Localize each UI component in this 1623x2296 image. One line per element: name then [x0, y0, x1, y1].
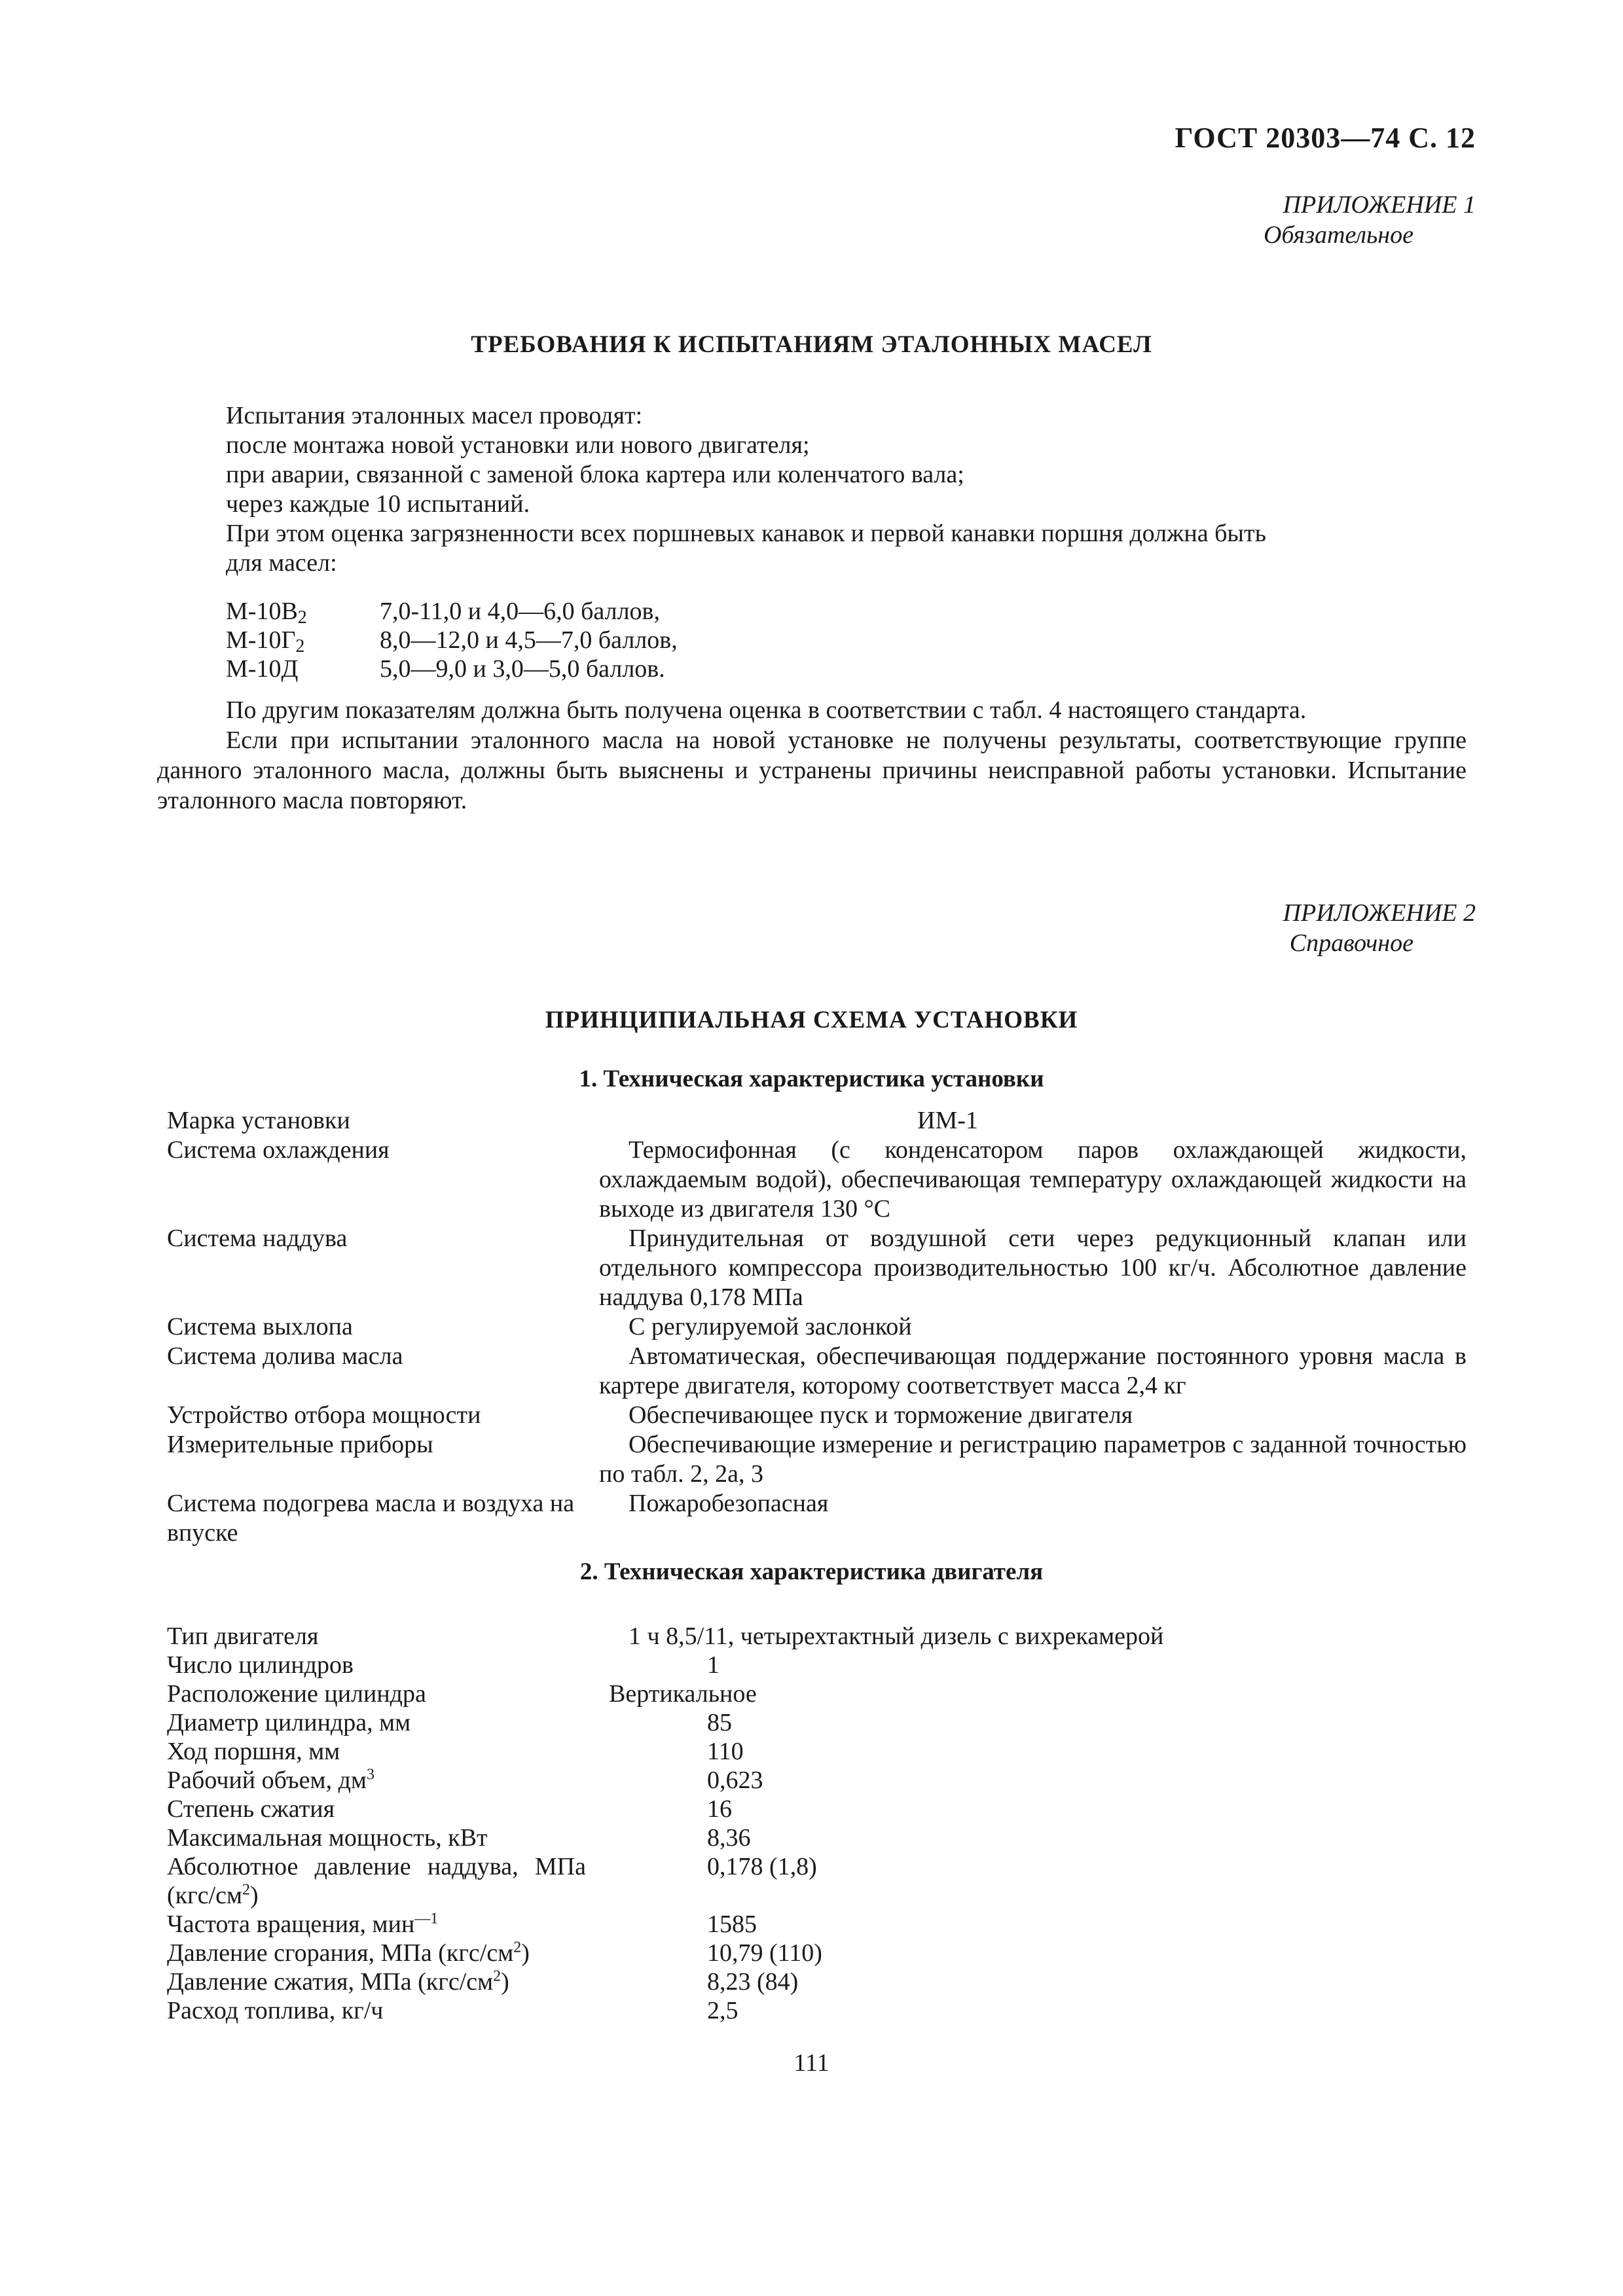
engine-row — [167, 1651, 1558, 1679]
engine-row — [167, 1766, 1558, 1795]
section-1-intro — [226, 401, 1404, 578]
installation-specs-heading: 1. Техническая характеристика установки — [579, 1066, 1044, 1092]
engine-row — [167, 1852, 1558, 1910]
spec-key: Устройство отбора мощности — [167, 1401, 481, 1429]
engine-row — [167, 1737, 1558, 1766]
oil-name: $М-10Г_2$ — [226, 626, 305, 656]
spec-key: Система выхлопа — [167, 1313, 353, 1340]
appendix-1-status: Обязательное — [1263, 221, 1413, 249]
engine-specs-heading: 2. Техническая характеристика двигателя — [579, 1558, 1044, 1585]
oil-row — [226, 626, 678, 655]
appendix-2-title: ПРИЛОЖЕНИЕ 2 — [1283, 899, 1476, 927]
spec-value: Автоматическая, обеспечивающая поддержание постоянного уровня масла в картере двигателя, которому соответствует масса 2,4 кг — [599, 1342, 1467, 1399]
engine-row — [167, 1939, 1558, 1967]
engine-key: Тип двигателя — [167, 1623, 319, 1650]
oil-list — [226, 597, 678, 683]
oil-name: М-10Д — [226, 655, 299, 683]
section-1-paragraph-2: Если при испытании эталонного масла на новой установке не получены результаты, соответствующие группе данного эталонного масла, должны быть выяснены и устранены причины неисправной работы установки. Испытание эталонного масла повторяют. — [157, 726, 1467, 814]
engine-value: 0,623 — [707, 1767, 763, 1794]
intro-line: после монтажа новой установки или нового двигателя; — [226, 431, 810, 459]
engine-row — [167, 1823, 1558, 1852]
engine-key: Диаметр цилиндра, мм — [167, 1709, 411, 1736]
section-1-title: ТРЕБОВАНИЯ К ИСПЫТАНИЯМ ЭТАЛОННЫХ МАСЕЛ — [471, 331, 1152, 358]
engine-key: Давление сжатия, МПа $(кгс/см^2)$ — [167, 1967, 509, 1996]
spec-row — [167, 1136, 1467, 1224]
spec-value: Пожаробезопасная — [629, 1490, 829, 1517]
engine-value: 1 — [707, 1651, 720, 1679]
spec-row — [167, 1489, 1467, 1548]
spec-value: ИМ-1 — [917, 1107, 978, 1134]
engine-key: Степень сжатия — [167, 1795, 335, 1823]
engine-row — [167, 1795, 1558, 1823]
document-header: ГОСТ 20303—74 С. 12 — [1175, 122, 1476, 154]
intro-line: для масел: — [226, 549, 337, 577]
spec-key: Система наддува — [167, 1225, 348, 1252]
spec-value: Принудительная от воздушной сети через редукционный клапан или отдельного компрессора производительностью 100 кг/ч. Абсолютное давление наддува 0,178 МПа — [599, 1225, 1467, 1311]
engine-value: 8,36 — [707, 1824, 751, 1852]
spec-row — [167, 1401, 1467, 1430]
spec-value: Обеспечивающее пуск и торможение двигателя — [629, 1401, 1133, 1429]
oil-name: $М-10В_2$ — [226, 598, 307, 628]
engine-key: Давление сгорания, МПа $(кгс/см^2)$ — [167, 1939, 530, 1967]
engine-value: 85 — [707, 1709, 732, 1736]
engine-key: Частота вращения, мин$^{—1}$ — [167, 1910, 439, 1938]
engine-value: 0,178 (1,8) — [707, 1853, 817, 1880]
engine-key: Абсолютное давление наддува, МПа $(кгс/см^2)$ — [167, 1853, 586, 1909]
intro-line: При этом оценка загрязненности всех поршневых канавок и первой канавки поршня должна быть — [226, 520, 1266, 547]
spec-row — [167, 1430, 1467, 1489]
oil-row — [226, 597, 678, 626]
engine-value: 8,23 (84) — [707, 1968, 799, 1996]
oil-value: 8,0—12,0 и 4,5—7,0 баллов, — [380, 626, 678, 654]
engine-value: 2,5 — [707, 1997, 739, 2024]
oil-value: 5,0—9,0 и 3,0—5,0 баллов. — [380, 655, 665, 683]
spec-key: Система охлаждения — [167, 1136, 390, 1164]
installation-specs-table — [167, 1106, 1467, 1548]
oil-value: 7,0-11,0 и 4,0—6,0 баллов, — [380, 598, 660, 625]
intro-line: через каждые 10 испытаний. — [226, 490, 530, 518]
engine-row — [167, 1910, 1558, 1939]
intro-line: Испытания эталонных масел проводят: — [226, 402, 643, 429]
engine-row — [167, 1996, 1558, 2025]
engine-value: Вертикальное — [609, 1680, 757, 1708]
engine-key: Максимальная мощность, кВт — [167, 1824, 488, 1852]
section-1-paragraph-1: По другим показателям должна быть получена оценка в соответствии с табл. 4 настоящего стандарта. — [226, 696, 1307, 724]
spec-key: Марка установки — [167, 1107, 350, 1134]
engine-key: Число цилиндров — [167, 1651, 354, 1679]
engine-row — [167, 1679, 1558, 1708]
appendix-1-label — [1264, 190, 1476, 250]
spec-value: Обеспечивающие измерение и регистрацию параметров с заданной точностью по табл. 2, 2а, 3 — [599, 1431, 1467, 1488]
intro-line: при аварии, связанной с заменой блока картера или коленчатого вала; — [226, 461, 964, 488]
engine-value: 1 ч 8,5/11, четырехтактный дизель с вихрекамерой — [629, 1623, 1164, 1650]
engine-key: Ход поршня, мм — [167, 1738, 340, 1765]
oil-row — [226, 655, 678, 683]
spec-row — [167, 1312, 1467, 1342]
spec-value: Термосифонная (с конденсатором паров охлаждающей жидкости, охлаждаемым водой), обеспечивающая температуру охлаждающей жидкости на выходе из двигателя 130 °С — [599, 1136, 1467, 1223]
appendix-1-title: ПРИЛОЖЕНИЕ 1 — [1283, 191, 1476, 219]
section-2-title: ПРИНЦИПИАЛЬНАЯ СХЕМА УСТАНОВКИ — [545, 1007, 1078, 1033]
engine-row — [167, 1967, 1558, 1996]
spec-row — [167, 1342, 1467, 1401]
spec-key: Измерительные приборы — [167, 1431, 433, 1458]
spec-value: С регулируемой заслонкой — [629, 1313, 912, 1340]
appendix-2-status: Справочное — [1289, 929, 1413, 957]
engine-value: 16 — [707, 1795, 732, 1823]
spec-row — [167, 1224, 1467, 1312]
spec-key: Система долива масла — [167, 1342, 403, 1370]
engine-key: Расположение цилиндра — [167, 1680, 426, 1708]
engine-value: 1585 — [707, 1910, 757, 1938]
spec-row — [167, 1106, 1467, 1136]
engine-key: Расход топлива, кг/ч — [167, 1997, 384, 2024]
engine-specs-table — [167, 1622, 1558, 2025]
engine-row — [167, 1622, 1558, 1651]
engine-value: 110 — [707, 1738, 744, 1765]
page-number: 111 — [793, 2049, 830, 2077]
spec-key: Система подогрева масла и воздуха на впуске — [167, 1490, 575, 1547]
engine-value: 10,79 (110) — [707, 1939, 822, 1967]
engine-row — [167, 1708, 1558, 1737]
appendix-2-label — [1283, 898, 1476, 958]
engine-key: Рабочий объем, $дм^3$ — [167, 1766, 374, 1794]
